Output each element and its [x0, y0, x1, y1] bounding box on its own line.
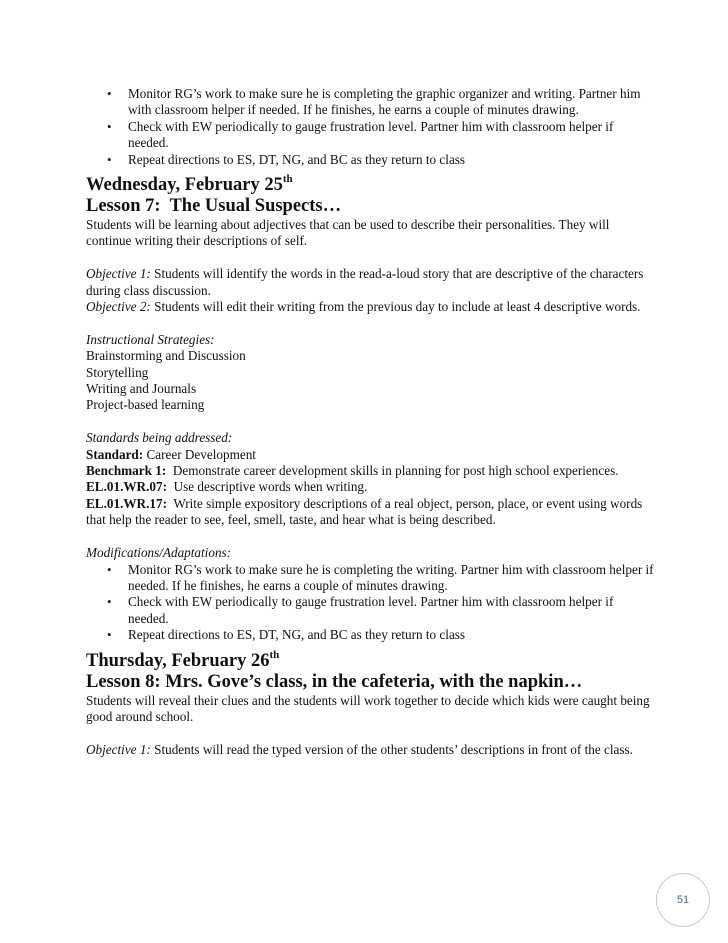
- modifications-heading: Modifications/Adaptations:: [86, 545, 232, 561]
- page-number: [656, 873, 710, 927]
- page-number-text: 51: [676, 894, 690, 906]
- list-item: • Monitor RG’s work to make sure he is completing the graphic organizer and writing. Partner him with classroom helper if needed. If he finishes, he earns a couple of minutes drawing.: [128, 86, 656, 119]
- strategy-item: Storytelling: [86, 364, 149, 380]
- standards-heading: Standards being addressed:: [86, 430, 233, 446]
- day-heading-thursday: Thursday, February 26th: [86, 648, 280, 671]
- lesson-7-intro: Students will be learning about adjectives that can be used to describe their personalities. They will continue writing their descriptions of self.: [86, 217, 610, 249]
- list-item: • Check with EW periodically to gauge frustration level. Partner him with classroom helper if needed.: [128, 119, 656, 152]
- objective-1: Objective 1: Students will read the typed version of the other students’ descriptions in front of the class.: [86, 741, 633, 757]
- accommodations-list-top: [86, 86, 656, 168]
- list-item: • Repeat directions to ES, DT, NG, and BC as they return to class: [128, 627, 656, 643]
- modifications-list: [86, 562, 656, 644]
- list-item: • Repeat directions to ES, DT, NG, and BC as they return to class: [128, 152, 656, 168]
- el-17-line: EL.01.WR.17: Write simple expository descriptions of a real object, person, place, or event using words that help the reader to see, feel, smell, taste, and hear what is being described.: [86, 495, 643, 528]
- objective-2: Objective 2: Students will edit their writing from the previous day to include at least 4 descriptive words.: [86, 299, 641, 315]
- list-item: • Check with EW periodically to gauge frustration level. Partner him with classroom helper if needed.: [128, 594, 656, 627]
- lesson-8-heading: Lesson 8: Mrs. Gove’s class, in the cafeteria, with the napkin…: [86, 671, 583, 692]
- lesson-8-intro: Students will reveal their clues and the students will work together to decide which kids were caught being good around school.: [86, 692, 650, 724]
- standard-line: Standard: Career Development: [86, 446, 256, 462]
- day-heading-wednesday: Wednesday, February 25th: [86, 173, 293, 196]
- list-item: • Monitor RG’s work to make sure he is completing the writing. Partner him with classroom helper if needed. If he finishes, he earns a couple of minutes drawing.: [128, 562, 656, 595]
- el-07-line: EL.01.WR.07: Use descriptive words when writing.: [86, 479, 368, 495]
- strategies-heading: Instructional Strategies:: [86, 331, 215, 347]
- page-content: [86, 86, 656, 758]
- strategy-item: Brainstorming and Discussion: [86, 348, 246, 364]
- benchmark-line: Benchmark 1: Demonstrate career development skills in planning for post high school experiences.: [86, 463, 619, 479]
- lesson-7-heading: Lesson 7: The Usual Suspects…: [86, 196, 342, 217]
- strategy-item: Writing and Journals: [86, 381, 197, 397]
- strategy-item: Project-based learning: [86, 397, 205, 413]
- objective-1: Objective 1: Students will identify the words in the read-a-loud story that are descriptive of the characters during class discussion.: [86, 266, 644, 298]
